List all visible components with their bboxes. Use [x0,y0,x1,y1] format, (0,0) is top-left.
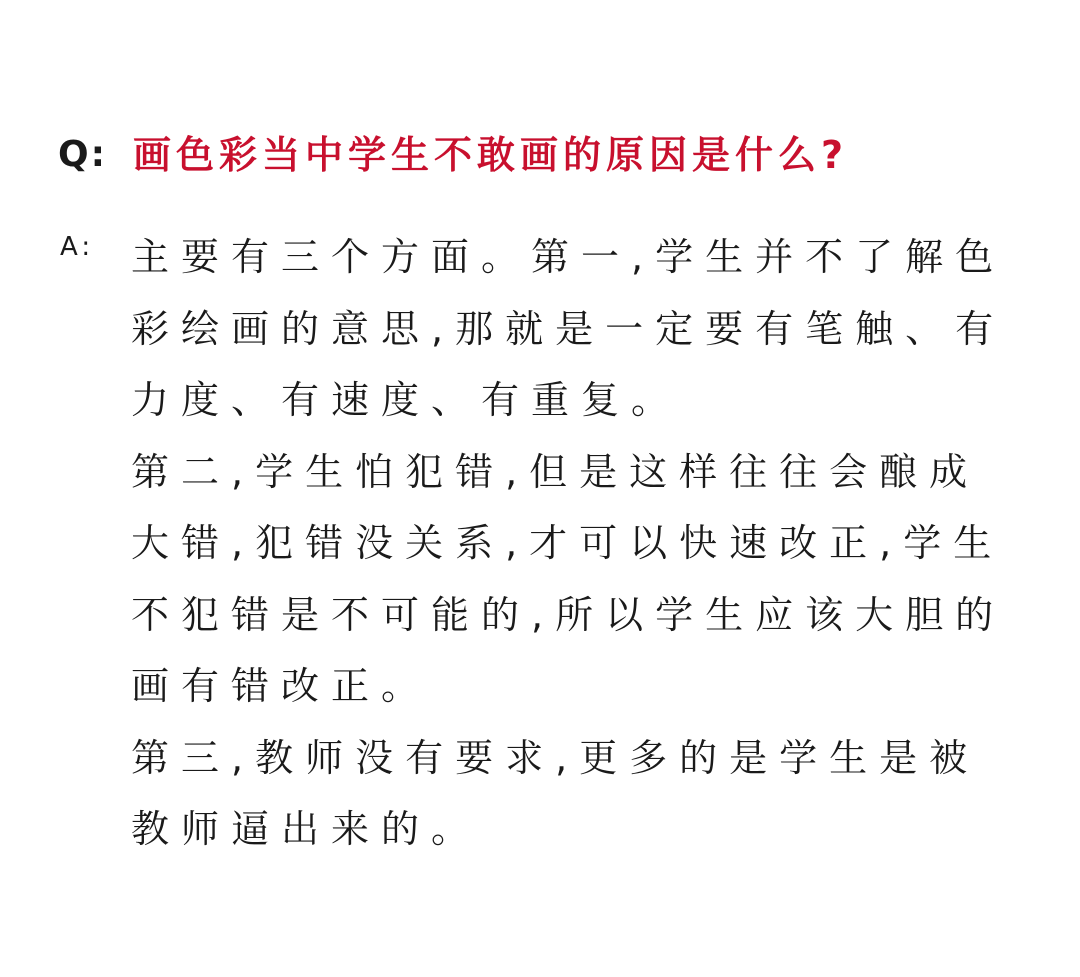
answer-line: 第三,教师没有要求,更多的是学生是被 [131,735,980,780]
answer-line: 力度、有速度、有重复。 [131,378,682,422]
answer-line: 主要有三个方面。第一,学生并不了解色 [131,235,1006,279]
answer-text [131,222,1031,866]
answer-label: A: [60,232,95,262]
answer-line: 大错,犯错没关系,才可以快速改正,学生 [131,521,1004,565]
question-text: 画色彩当中学生不敢画的原因是什么? [133,133,849,177]
question-label: Q: [58,134,107,175]
answer-line: 第二,学生怕犯错,但是这样往往会酿成 [131,449,980,494]
answer-line: 不犯错是不可能的,所以学生应该大胆的 [131,592,1006,637]
answer-line: 彩绘画的意思,那就是一定要有笔触、有 [131,306,1006,351]
answer-line: 教师逼出来的。 [131,807,482,851]
answer-line: 画有错改正。 [131,664,432,708]
